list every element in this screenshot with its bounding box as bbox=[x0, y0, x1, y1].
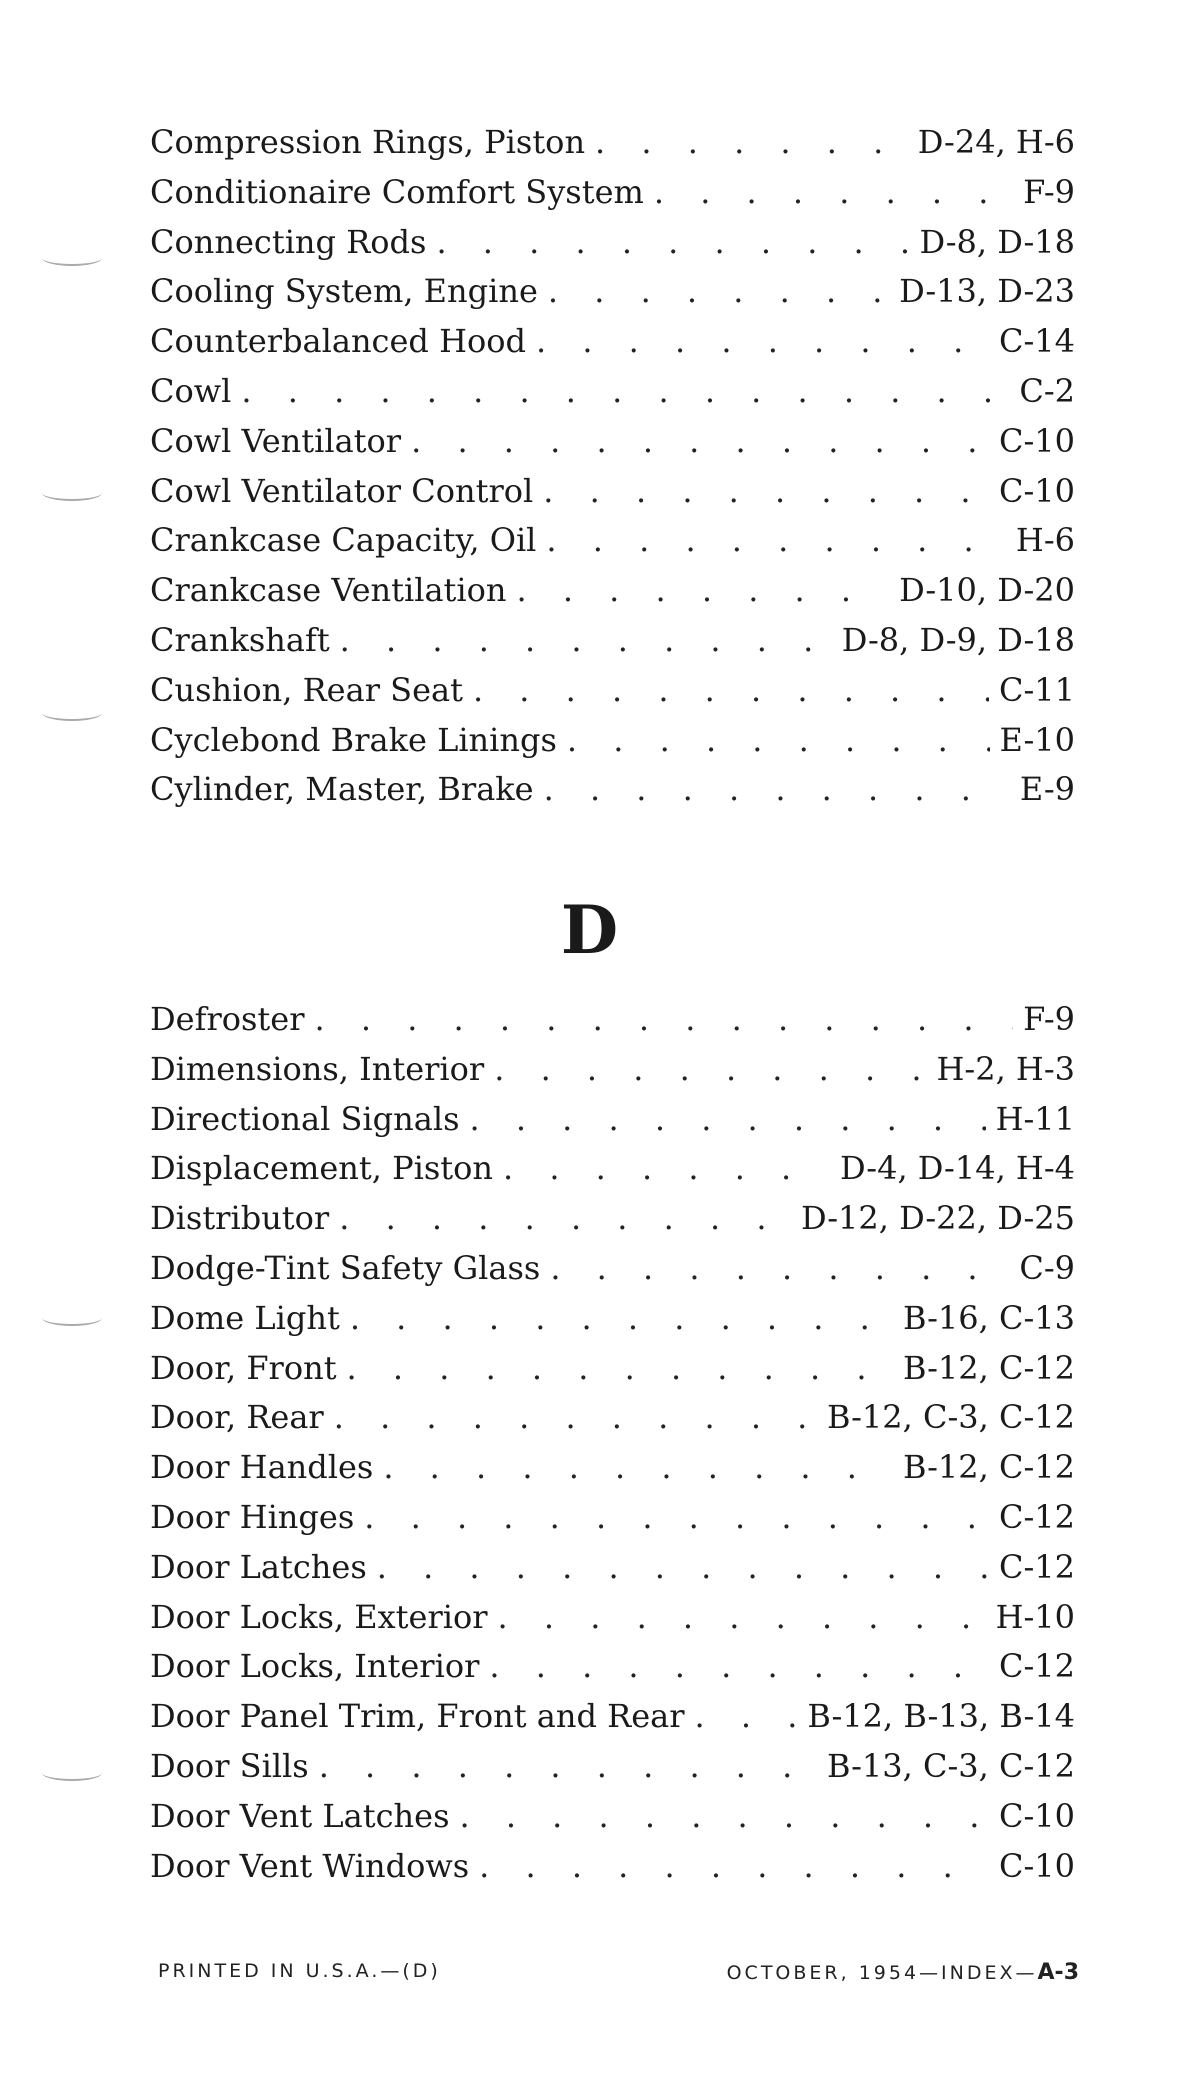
entry-pages: C-10 bbox=[998, 1846, 1075, 1885]
entry-pages: C-10 bbox=[998, 471, 1075, 510]
entry-term: Door Locks, Exterior bbox=[150, 1597, 488, 1636]
entry-term: Crankcase Ventilation bbox=[150, 571, 507, 610]
index-entry bbox=[150, 1194, 1075, 1244]
index-entry bbox=[150, 467, 1075, 517]
footer-printed-in: PRINTED IN U.S.A.—(D) bbox=[158, 1960, 441, 1982]
entry-pages: D-12, D-22, D-25 bbox=[800, 1199, 1075, 1238]
index-entry bbox=[150, 765, 1075, 815]
entry-pages: B-12, C-12 bbox=[903, 1348, 1075, 1387]
index-entry bbox=[150, 616, 1075, 666]
entry-term: Cowl bbox=[150, 371, 232, 410]
entry-pages: D-24, H-6 bbox=[917, 123, 1075, 161]
index-entry bbox=[150, 1493, 1075, 1543]
entry-term: Dome Light bbox=[150, 1298, 340, 1337]
entry-term: Door Vent Latches bbox=[150, 1796, 450, 1835]
index-entry bbox=[150, 1344, 1075, 1394]
entry-term: Cooling System, Engine bbox=[150, 272, 538, 311]
entry-pages: E-10 bbox=[999, 720, 1075, 759]
entry-term: Door Hinges bbox=[150, 1497, 355, 1536]
entry-pages: C-10 bbox=[998, 1796, 1075, 1835]
entry-term: Cushion, Rear Seat bbox=[150, 670, 463, 709]
index-entry bbox=[150, 1792, 1075, 1842]
entry-term: Crankcase Capacity, Oil bbox=[150, 521, 537, 560]
entry-term: Door Panel Trim, Front and Rear bbox=[150, 1697, 685, 1736]
index-section-c bbox=[150, 118, 1075, 815]
entry-pages: D-10, D-20 bbox=[899, 571, 1075, 610]
entry-term: Directional Signals bbox=[150, 1099, 460, 1138]
entry-term: Defroster bbox=[150, 1000, 305, 1038]
index-entry bbox=[150, 1045, 1075, 1095]
index-entry bbox=[150, 1842, 1075, 1892]
entry-term: Door, Front bbox=[150, 1348, 337, 1387]
index-entry bbox=[150, 1642, 1075, 1692]
footer-date-index bbox=[727, 1960, 1079, 1985]
entry-pages: B-13, C-3, C-12 bbox=[827, 1746, 1075, 1785]
entry-pages: F-9 bbox=[1023, 1000, 1075, 1038]
entry-pages: C-12 bbox=[998, 1497, 1075, 1536]
index-entry bbox=[150, 516, 1075, 566]
index-entry bbox=[150, 566, 1075, 616]
index-entry bbox=[150, 118, 1075, 168]
index-entry bbox=[150, 1244, 1075, 1294]
entry-term: Distributor bbox=[150, 1199, 330, 1238]
section-letter-heading: D bbox=[560, 891, 619, 969]
entry-pages: H-10 bbox=[995, 1597, 1075, 1636]
entry-term: Cyclebond Brake Linings bbox=[150, 720, 557, 759]
entry-pages: C-9 bbox=[1019, 1248, 1075, 1287]
entry-pages: F-9 bbox=[1023, 172, 1075, 211]
entry-term: Counterbalanced Hood bbox=[150, 322, 526, 361]
footer-date-text: OCTOBER, 1954—INDEX— bbox=[726, 1962, 1038, 1984]
entry-term: Displacement, Piston bbox=[150, 1149, 493, 1188]
entry-pages: C-14 bbox=[998, 322, 1075, 361]
entry-term: Door Latches bbox=[150, 1547, 367, 1586]
index-entry bbox=[150, 218, 1075, 268]
index-entry bbox=[150, 367, 1075, 417]
page-number: A-3 bbox=[1037, 1960, 1079, 1985]
entry-term: Door Locks, Interior bbox=[150, 1647, 480, 1686]
entry-term: Connecting Rods bbox=[150, 222, 427, 261]
index-entry bbox=[150, 666, 1075, 716]
entry-term: Conditionaire Comfort System bbox=[150, 172, 644, 211]
entry-term: Dimensions, Interior bbox=[150, 1049, 485, 1088]
entry-pages: B-12, C-3, C-12 bbox=[827, 1398, 1075, 1437]
entry-term: Door Handles bbox=[150, 1448, 374, 1487]
entry-pages: H-6 bbox=[1015, 521, 1075, 560]
index-entry bbox=[150, 1443, 1075, 1493]
entry-pages: D-8, D-9, D-18 bbox=[841, 620, 1075, 659]
entry-term: Cylinder, Master, Brake bbox=[150, 770, 534, 809]
index-entry bbox=[150, 1692, 1075, 1742]
entry-pages: C-12 bbox=[998, 1647, 1075, 1686]
entry-pages: C-12 bbox=[998, 1547, 1075, 1586]
index-entry bbox=[150, 1294, 1075, 1344]
entry-term: Door Sills bbox=[150, 1746, 309, 1785]
index-entry bbox=[150, 168, 1075, 218]
entry-pages: H-11 bbox=[995, 1099, 1075, 1138]
entry-term: Cowl Ventilator Control bbox=[150, 471, 534, 510]
entry-pages: H-2, H-3 bbox=[936, 1049, 1075, 1088]
index-entry bbox=[150, 995, 1075, 1045]
entry-term: Door, Rear bbox=[150, 1398, 324, 1437]
entry-pages: C-2 bbox=[1019, 371, 1075, 410]
entry-pages: D-13, D-23 bbox=[899, 272, 1075, 311]
index-section-d bbox=[150, 995, 1075, 1891]
entry-pages: B-12, B-13, B-14 bbox=[807, 1697, 1075, 1736]
entry-pages: D-8, D-18 bbox=[919, 222, 1075, 261]
index-entry bbox=[150, 267, 1075, 317]
entry-pages: C-10 bbox=[998, 421, 1075, 460]
entry-term: Compression Rings, Piston bbox=[150, 123, 586, 161]
index-entry bbox=[150, 716, 1075, 766]
index-entry bbox=[150, 1393, 1075, 1443]
entry-pages: B-16, C-13 bbox=[903, 1298, 1075, 1337]
index-entry bbox=[150, 1144, 1075, 1194]
entry-pages: E-9 bbox=[1019, 770, 1075, 809]
entry-pages: D-4, D-14, H-4 bbox=[840, 1149, 1075, 1188]
index-entry bbox=[150, 1095, 1075, 1145]
entry-term: Cowl Ventilator bbox=[150, 421, 402, 460]
index-entry bbox=[150, 417, 1075, 467]
entry-pages: B-12, C-12 bbox=[903, 1448, 1075, 1487]
index-entry bbox=[150, 1742, 1075, 1792]
entry-term: Crankshaft bbox=[150, 620, 330, 659]
index-entry bbox=[150, 1593, 1075, 1643]
entry-term: Dodge-Tint Safety Glass bbox=[150, 1248, 541, 1287]
index-entry bbox=[150, 1543, 1075, 1593]
entry-pages: C-11 bbox=[998, 670, 1075, 709]
index-entry bbox=[150, 317, 1075, 367]
entry-term: Door Vent Windows bbox=[150, 1846, 470, 1885]
